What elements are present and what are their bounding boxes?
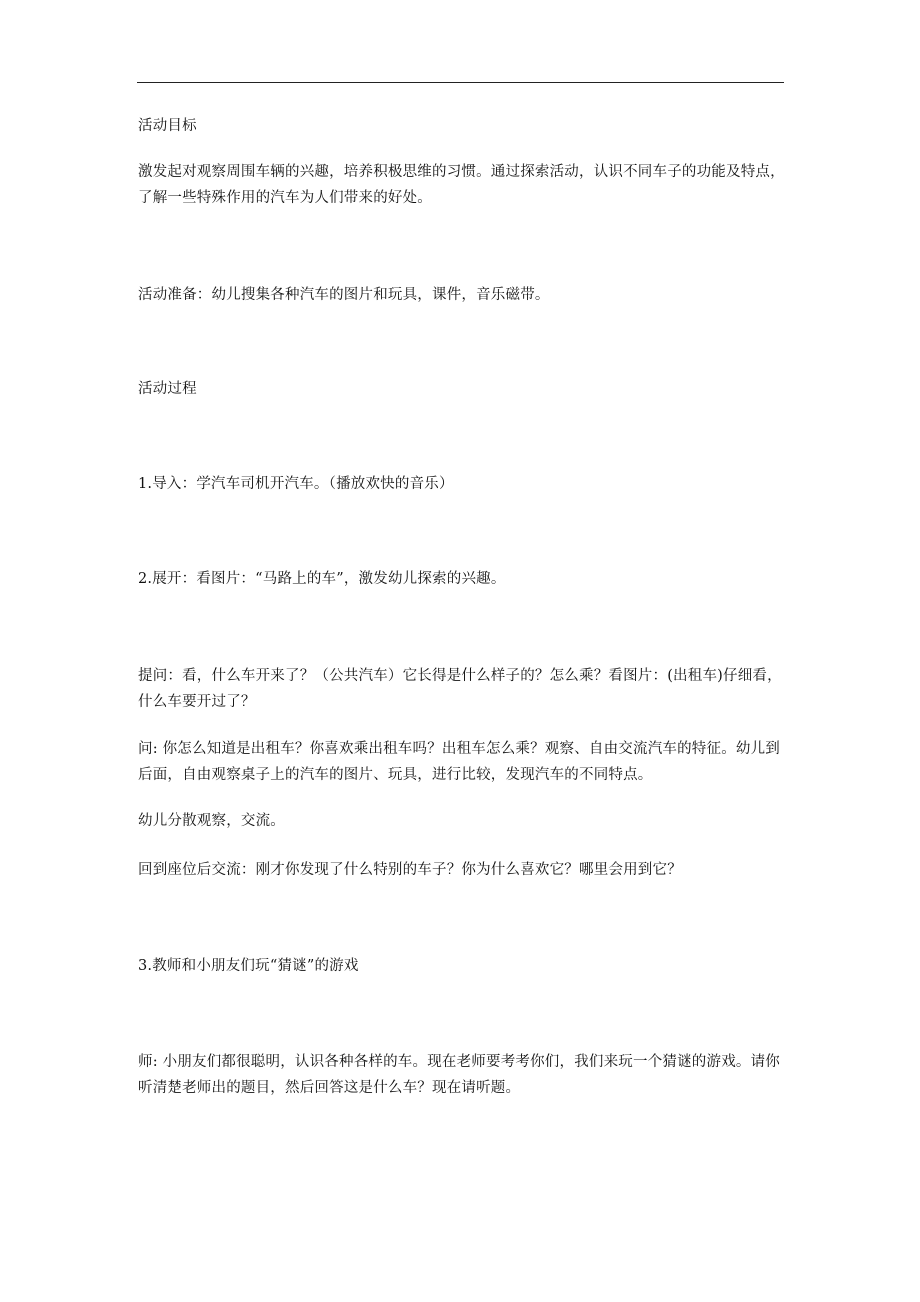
question-text: 提问：看，什么车开来了？（公共汽车）它长得是什么样子的？怎么乘？看图片：(出租车)仔细看，什么车要开过了？ <box>138 668 782 710</box>
header-rule <box>137 82 784 83</box>
step-1-text: 1.导入：学汽车司机开汽车。（播放欢快的音乐） <box>138 476 454 492</box>
preparation-text: 活动准备：幼儿搜集各种汽车的图片和玩具，课件，音乐磁带。 <box>138 287 550 303</box>
discussion-text: 回到座位后交流：刚才你发现了什么特别的车子？你为什么喜欢它？哪里会用到它？ <box>138 862 682 878</box>
ask-text: 问: 你怎么知道是出租车？你喜欢乘出租车吗？出租车怎么乘？观察、自由交流汽车的特征。幼儿到后面，自由观察桌子上的汽车的图片、玩具，进行比较，发现汽车的不同特点。 <box>138 741 780 783</box>
step-2-text: 2.展开：看图片：“马路上的车”，激发幼儿探索的兴趣。 <box>138 571 506 587</box>
step-3-text: 3.教师和小朋友们玩“猜谜”的游戏 <box>138 958 359 974</box>
teacher-text: 师: 小朋友们都很聪明，认识各种各样的车。现在老师要考考你们，我们来玩一个猜谜的游戏。请你听清楚老师出的题目，然后回答这是什么车？现在请听题。 <box>138 1054 780 1096</box>
section-heading-goals: 活动目标 <box>138 118 197 134</box>
goals-text: 激发起对观察周围车辆的兴趣，培养积极思维的习惯。通过探索活动，认识不同车子的功能及特点，了解一些特殊作用的汽车为人们带来的好处。 <box>138 164 785 206</box>
observe-text: 幼儿分散观察，交流。 <box>138 813 285 829</box>
section-heading-process: 活动过程 <box>138 381 197 397</box>
